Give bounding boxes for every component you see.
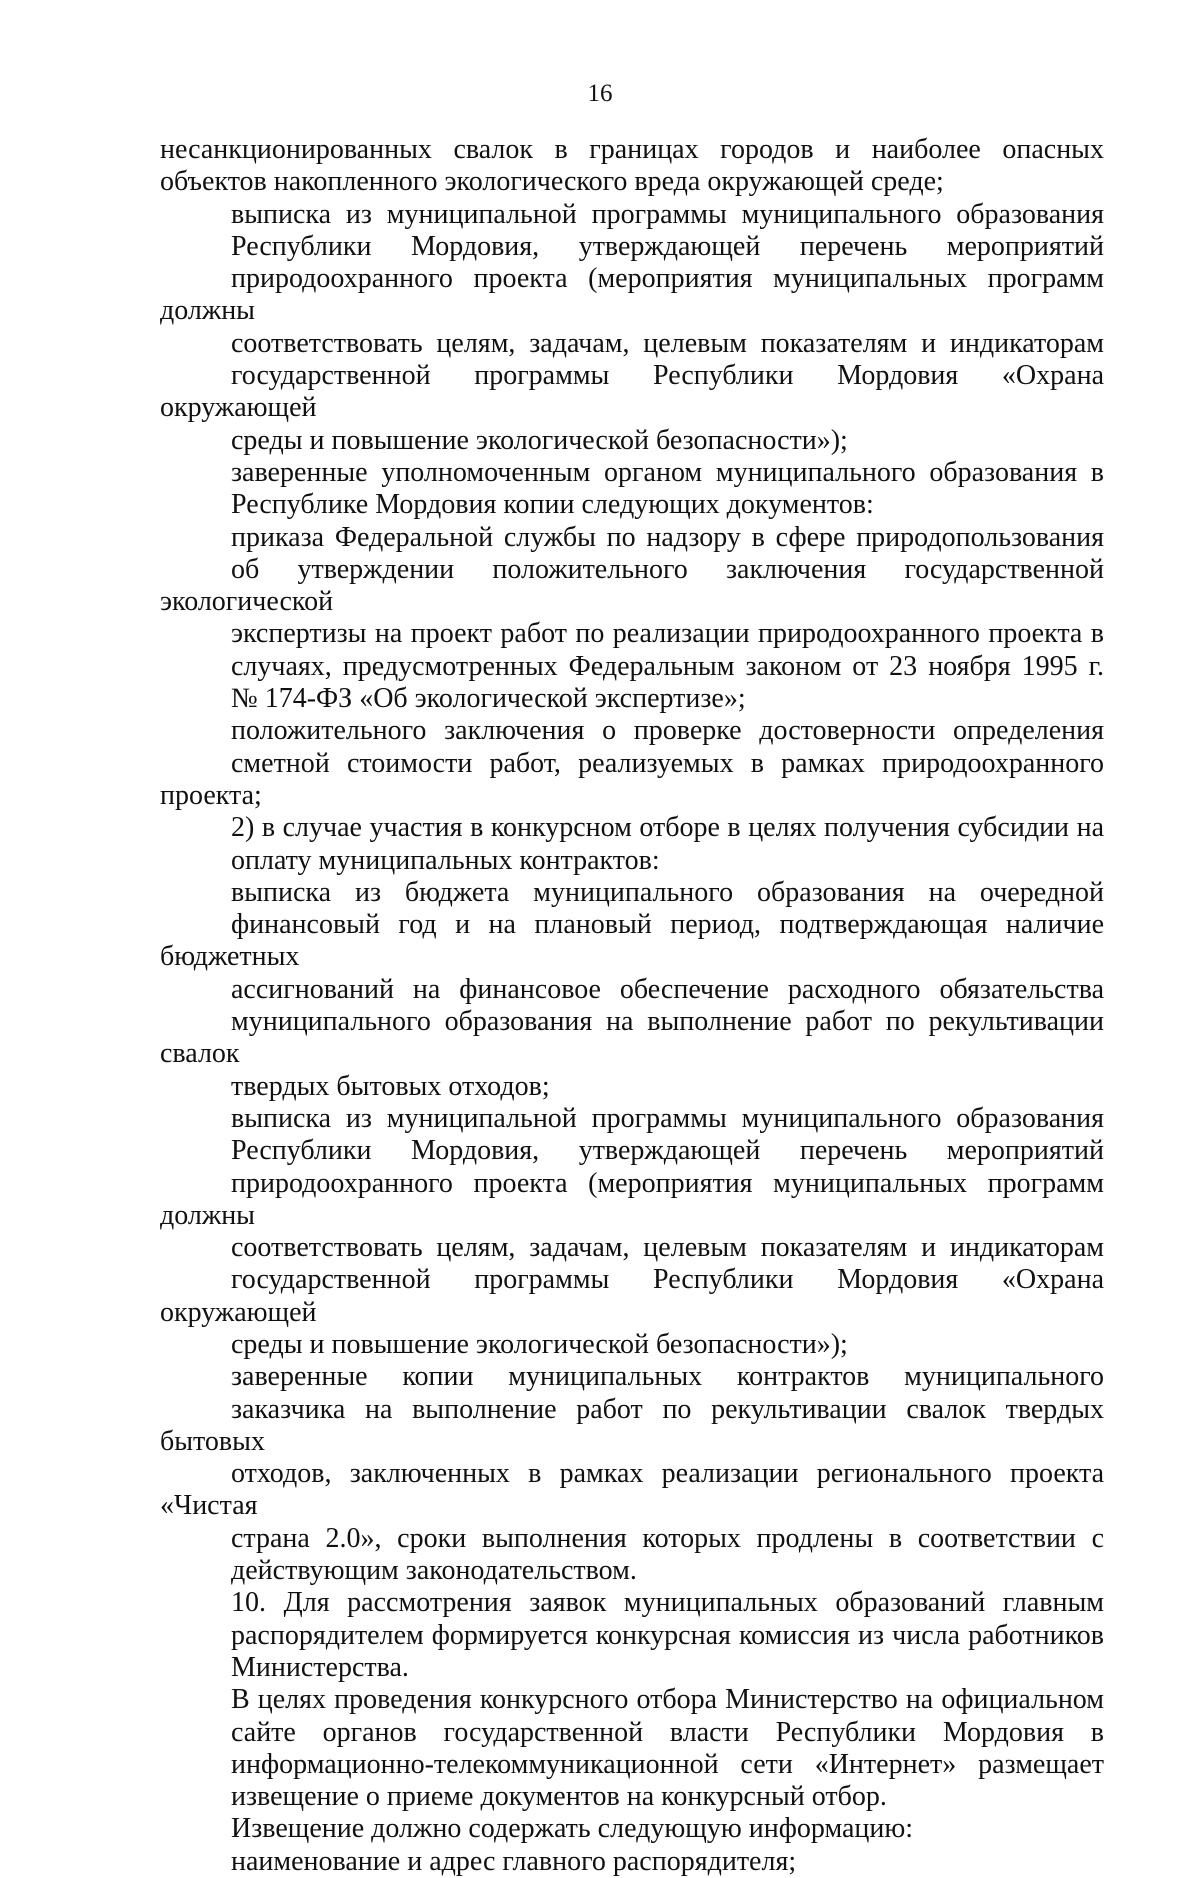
text-line: случаях, предусмотренных Федеральным законом от 23 ноября 1995 г. bbox=[231, 650, 1104, 682]
text-line: приказа Федеральной службы по надзору в сфере природопользования bbox=[231, 521, 1104, 553]
paragraph bbox=[160, 1361, 1104, 1587]
text-line: наименование и адрес главного распорядителя; bbox=[231, 1845, 797, 1877]
text-line: положительного заключения о проверке достоверности определения bbox=[231, 715, 1104, 747]
text-line: государственной программы Республики Мордовия «Охрана окружающей bbox=[160, 360, 1104, 424]
text-line: сметной стоимости работ, реализуемых в рамках природоохранного проекта; bbox=[160, 747, 1104, 811]
paragraph bbox=[160, 812, 1104, 877]
text-line: извещение о приеме документов на конкурсный отбор. bbox=[231, 1781, 887, 1813]
text-line: выписка из бюджета муниципального образования на очередной bbox=[231, 876, 1104, 908]
text-line: 10. Для рассмотрения заявок муниципальных образований главным bbox=[231, 1587, 1104, 1619]
text-line: несанкционированных свалок в границах городов и наиболее опасных bbox=[160, 134, 1104, 165]
document-body bbox=[160, 134, 1104, 1878]
text-line: оплату муниципальных контрактов: bbox=[231, 844, 660, 876]
paragraph bbox=[160, 1103, 1104, 1361]
text-line: Республике Мордовия копии следующих документов: bbox=[231, 489, 874, 521]
text-line: Министерства. bbox=[231, 1651, 409, 1683]
text-line: информационно-телекоммуникационной сети «Интернет» размещает bbox=[231, 1748, 1104, 1780]
text-line: выписка из муниципальной программы муниципального образования bbox=[231, 198, 1104, 230]
paragraph bbox=[160, 1684, 1104, 1813]
text-line: Республики Мордовия, утверждающей перечень мероприятий bbox=[231, 230, 1104, 262]
text-line: природоохранного проекта (мероприятия муниципальных программ должны bbox=[160, 1167, 1104, 1231]
text-line: сайте органов государственной власти Республики Мордовия в bbox=[231, 1716, 1104, 1748]
text-line: отходов, заключенных в рамках реализации регионального проекта «Чистая bbox=[160, 1458, 1104, 1522]
text-line: В целях проведения конкурсного отбора Министерство на официальном bbox=[231, 1684, 1104, 1716]
text-line: распорядителем формируется конкурсная комиссия из числа работников bbox=[231, 1619, 1104, 1651]
paragraph bbox=[160, 522, 1104, 716]
text-line: муниципального образования на выполнение работ по рекультивации свалок bbox=[160, 1006, 1104, 1070]
text-line: среды и повышение экологической безопасности»); bbox=[231, 424, 848, 456]
text-line: заверенные уполномоченным органом муниципального образования в bbox=[231, 456, 1104, 488]
paragraph bbox=[160, 715, 1104, 812]
text-line: твердых бытовых отходов; bbox=[231, 1070, 550, 1102]
text-line: экспертизы на проект работ по реализации природоохранного проекта в bbox=[231, 618, 1104, 650]
text-line: № 174-ФЗ «Об экологической экспертизе»; bbox=[231, 683, 746, 715]
text-line: выписка из муниципальной программы муниципального образования bbox=[231, 1102, 1104, 1134]
text-line: Извещение должно содержать следующую информацию: bbox=[231, 1813, 914, 1845]
paragraph bbox=[160, 457, 1104, 522]
text-line: об утверждении положительного заключения государственной экологической bbox=[160, 553, 1104, 618]
text-line: соответствовать целям, задачам, целевым показателям и индикаторам bbox=[231, 1232, 1104, 1264]
text-line: соответствовать целям, задачам, целевым показателям и индикаторам bbox=[231, 327, 1104, 359]
text-line: действующим законодательством. bbox=[231, 1555, 637, 1587]
text-line: Республики Мордовия, утверждающей перечень мероприятий bbox=[231, 1135, 1104, 1167]
text-line: государственной программы Республики Мордовия «Охрана окружающей bbox=[160, 1264, 1104, 1328]
text-line: объектов накопленного экологического вреда окружающей среде; bbox=[160, 166, 944, 198]
text-line: 2) в случае участия в конкурсном отборе в целях получения субсидии на bbox=[231, 812, 1104, 844]
paragraph bbox=[160, 1846, 1104, 1878]
paragraph bbox=[160, 1813, 1104, 1845]
text-line: ассигнований на финансовое обеспечение расходного обязательства bbox=[231, 973, 1104, 1005]
page-number: 16 bbox=[587, 80, 613, 107]
text-line: финансовый год и на плановый период, подтверждающая наличие бюджетных bbox=[160, 909, 1104, 973]
paragraph bbox=[160, 877, 1104, 1103]
text-line: природоохранного проекта (мероприятия муниципальных программ должны bbox=[160, 263, 1104, 327]
text-line: страна 2.0», сроки выполнения которых продлены в соответствии с bbox=[231, 1522, 1104, 1554]
paragraph bbox=[160, 1587, 1104, 1684]
text-line: среды и повышение экологической безопасности»); bbox=[231, 1328, 848, 1360]
paragraph bbox=[160, 199, 1104, 457]
paragraph bbox=[160, 134, 1104, 199]
text-line: заверенные копии муниципальных контрактов муниципального bbox=[231, 1361, 1104, 1393]
text-line: заказчика на выполнение работ по рекультивации свалок твердых бытовых bbox=[160, 1393, 1104, 1457]
